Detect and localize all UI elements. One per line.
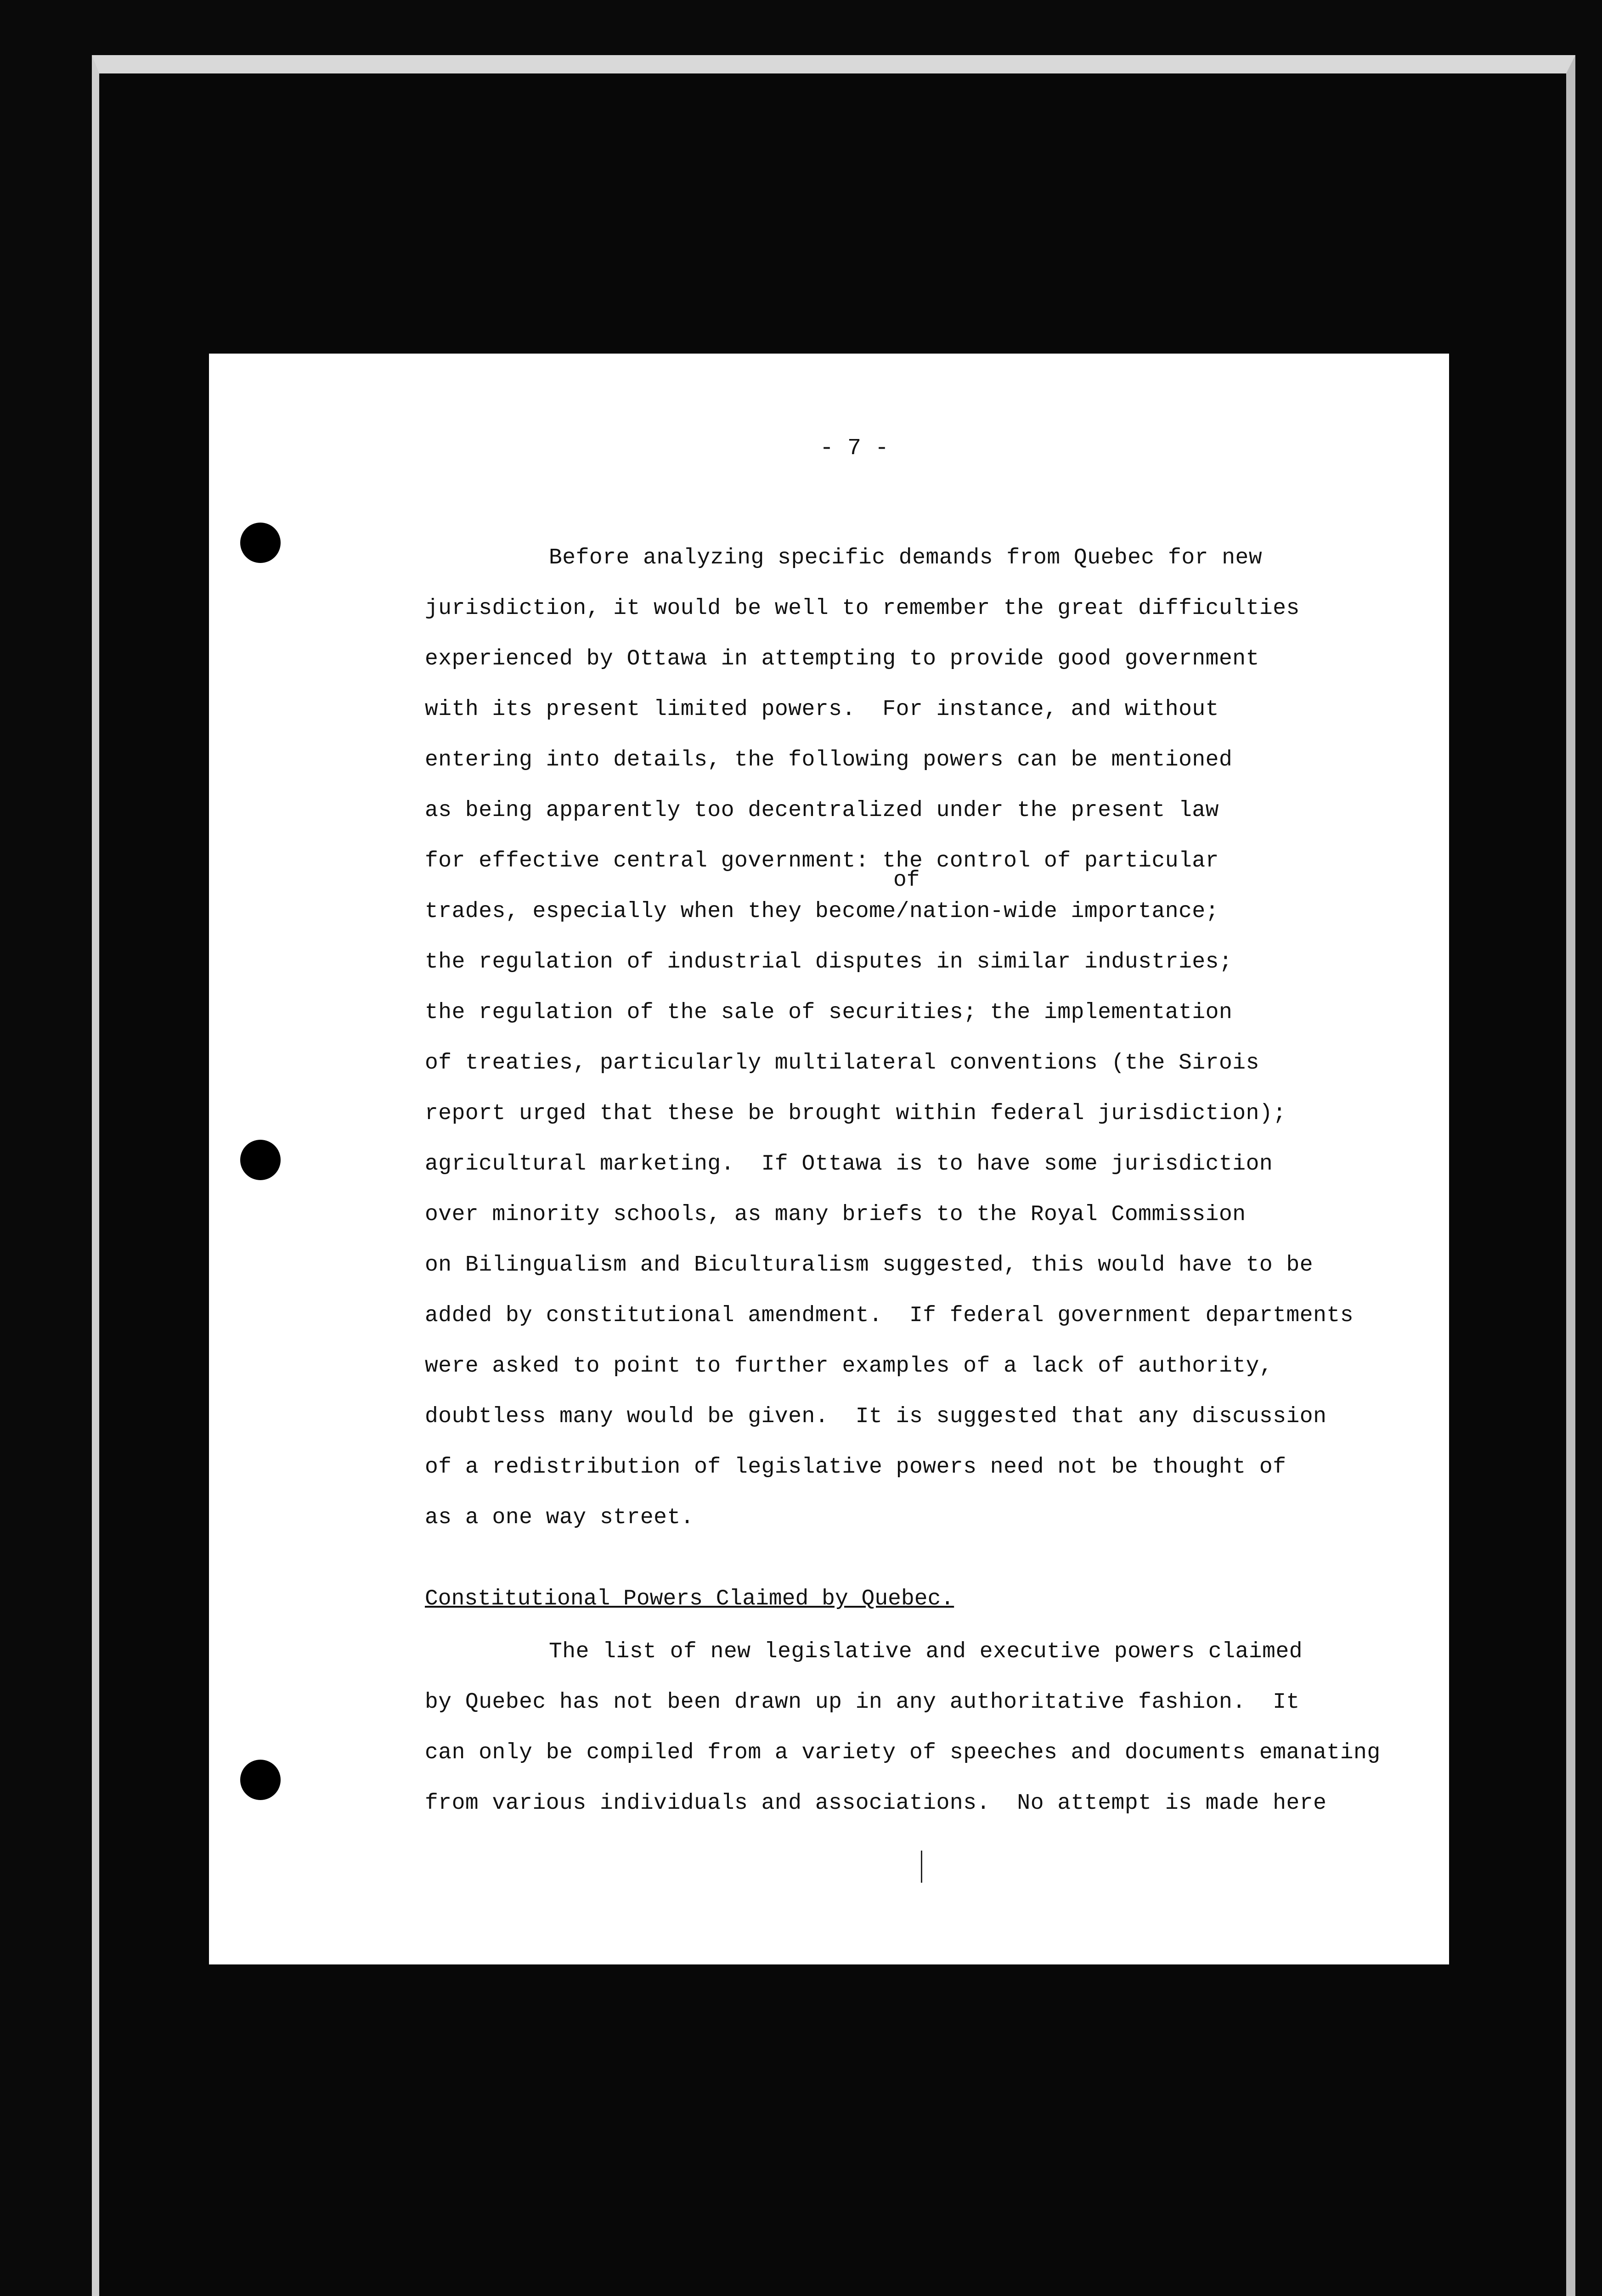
paragraph1-line: entering into details, the following powers can be mentioned bbox=[425, 748, 1233, 772]
paragraph1-line: agricultural marketing. If Ottawa is to have some jurisdiction bbox=[425, 1152, 1273, 1176]
paragraph1-line: for effective central government: the control of particular bbox=[425, 849, 1219, 873]
page-number: - 7 - bbox=[820, 435, 889, 461]
paragraph1-line: Before analyzing specific demands from Quebec for new bbox=[549, 546, 1263, 570]
paragraph1-line: trades, especially when they become/nation-wide importance; bbox=[425, 899, 1219, 924]
pen-mark bbox=[921, 1851, 922, 1883]
paragraph1-line: the regulation of the sale of securities; the implementation bbox=[425, 1000, 1233, 1025]
paragraph1-line: with its present limited powers. For instance, and without bbox=[425, 697, 1219, 722]
paragraph1-line: the regulation of industrial disputes in similar industries; bbox=[425, 950, 1233, 974]
paragraph1-line: of a redistribution of legislative powers need not be thought of bbox=[425, 1455, 1286, 1480]
paragraph1-line: jurisdiction, it would be well to remember the great difficulties bbox=[425, 596, 1300, 621]
paragraph2-line: by Quebec has not been drawn up in any authoritative fashion. It bbox=[425, 1690, 1300, 1715]
paragraph1-line: over minority schools, as many briefs to the Royal Commission bbox=[425, 1202, 1246, 1227]
paragraph2-line: from various individuals and associations. No attempt is made here bbox=[425, 1791, 1327, 1816]
section-heading: Constitutional Powers Claimed by Quebec. bbox=[425, 1587, 954, 1611]
paragraph1-line: as being apparently too decentralized under the present law bbox=[425, 798, 1219, 823]
punch-hole-bottom bbox=[240, 1760, 281, 1800]
paragraph1-line: doubtless many would be given. It is suggested that any discussion bbox=[425, 1404, 1327, 1429]
document-page bbox=[209, 354, 1449, 1964]
paragraph2-line: The list of new legislative and executive powers claimed bbox=[549, 1639, 1303, 1664]
punch-hole-top bbox=[240, 523, 281, 563]
paragraph1-line: on Bilingualism and Biculturalism suggested, this would have to be bbox=[425, 1253, 1314, 1277]
paragraph1-line: of treaties, particularly multilateral conventions (the Sirois bbox=[425, 1051, 1259, 1075]
paragraph1-line: experienced by Ottawa in attempting to provide good government bbox=[425, 647, 1259, 671]
paragraph1-line: were asked to point to further examples of a lack of authority, bbox=[425, 1354, 1273, 1379]
interlinear-insertion: of bbox=[893, 868, 920, 893]
punch-hole-middle bbox=[240, 1140, 281, 1180]
paragraph1-line: report urged that these be brought within federal jurisdiction); bbox=[425, 1101, 1286, 1126]
paragraph1-line: as a one way street. bbox=[425, 1505, 694, 1530]
paragraph2-line: can only be compiled from a variety of speeches and documents emanating bbox=[425, 1740, 1381, 1765]
paragraph1-line: added by constitutional amendment. If federal government departments bbox=[425, 1303, 1354, 1328]
